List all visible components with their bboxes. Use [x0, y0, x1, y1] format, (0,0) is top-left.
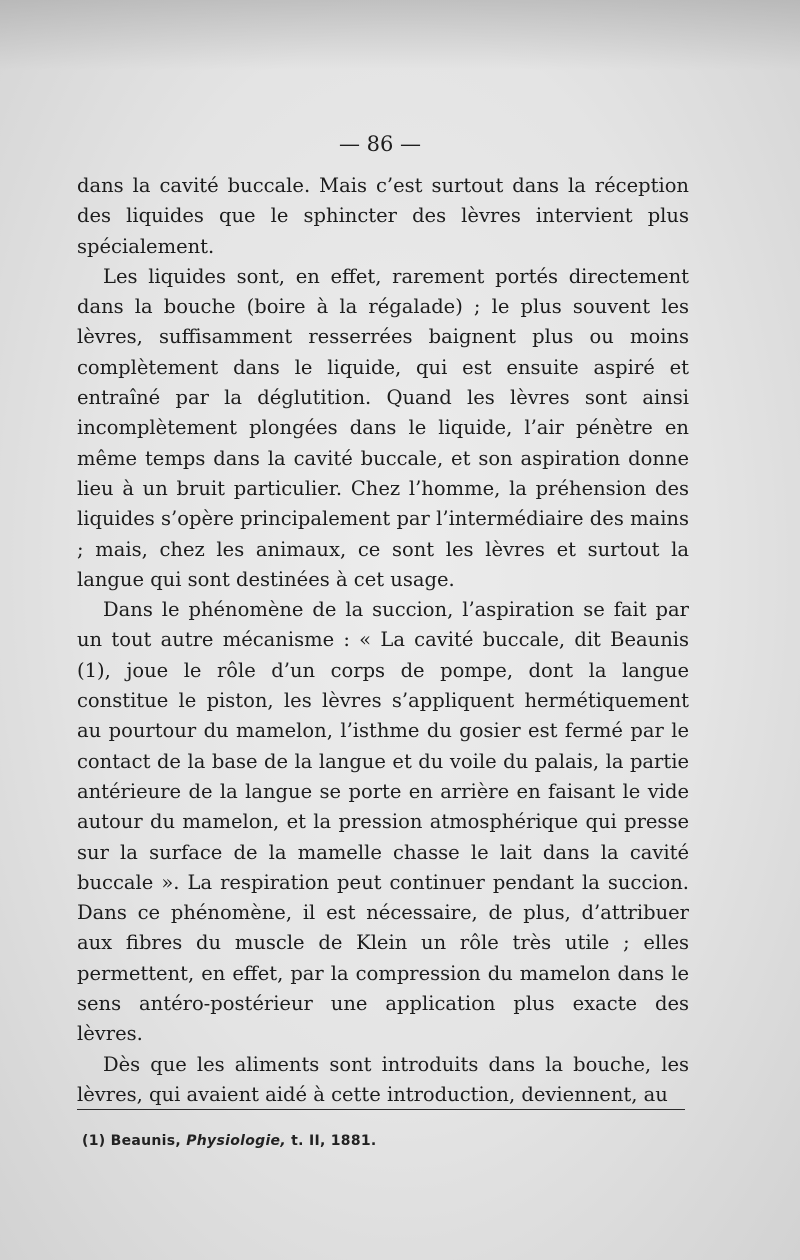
paragraph-1: dans la cavité buccale. Mais c’est surtout dans la réception des liquides que le sphincter des lèvres intervient plus spécialement.: [77, 174, 689, 258]
footnote-reference: t. II, 1881.: [291, 1133, 377, 1149]
paragraph-3: Dans le phénomène de la succion, l’aspiration se fait par un tout autre mécanisme : « La cavité buccale, dit Beaunis (1), joue le rôle d’un corps de pompe, dont la langue constitue le piston, les lèvres s’appliquent hermétiquement au pourtour du mamelon, l’isthme du gosier est fermé par le contact de la base de la langue et du voile du palais, la partie antérieure de la langue se porte en arrière en faisant le vide autour du mamelon, et la pression atmosphérique qui presse sur la surface de la mamelle chasse le lait dans la cavité buccale ». La respiration peut continuer pendant la succion. Dans ce phénomène, il est nécessaire, de plus, d’attribuer aux fibres du muscle de Klein un rôle très utile ; elles permettent, en effet, par la compression du mamelon dans le sens antéro-postérieur une application plus exacte des lèvres.: [77, 598, 689, 1046]
page-number: — 86 —: [338, 132, 422, 156]
paragraph-2: Les liquides sont, en effet, rarement portés directement dans la bouche (boire à la régalade) ; le plus souvent les lèvres, suffisamment resserrées baignent plus ou moins complètement dans le liquide, qui est ensuite aspiré et entraîné par la déglutition. Quand les lèvres sont ainsi incomplètement plongées dans le liquide, l’air pénètre en même temps dans la cavité buccale, et son aspiration donne lieu à un bruit particulier. Chez l’homme, la préhension des liquides s’opère principalement par l’intermédiaire des mains ; mais, chez les animaux, ce sont les lèvres et surtout la langue qui sont destinées à cet usage.: [77, 264, 689, 591]
footnote-marker: (1) Beaunis,: [82, 1133, 182, 1149]
paragraph-4: Dès que les aliments sont introduits dans la bouche, les lèvres, qui avaient aidé à cette introduction, deviennent, au: [77, 1052, 689, 1106]
footnote-title: Physiologie,: [186, 1133, 286, 1149]
footnote: [82, 1133, 377, 1149]
body-text: [77, 171, 689, 1110]
footnote-divider: [77, 1109, 685, 1110]
